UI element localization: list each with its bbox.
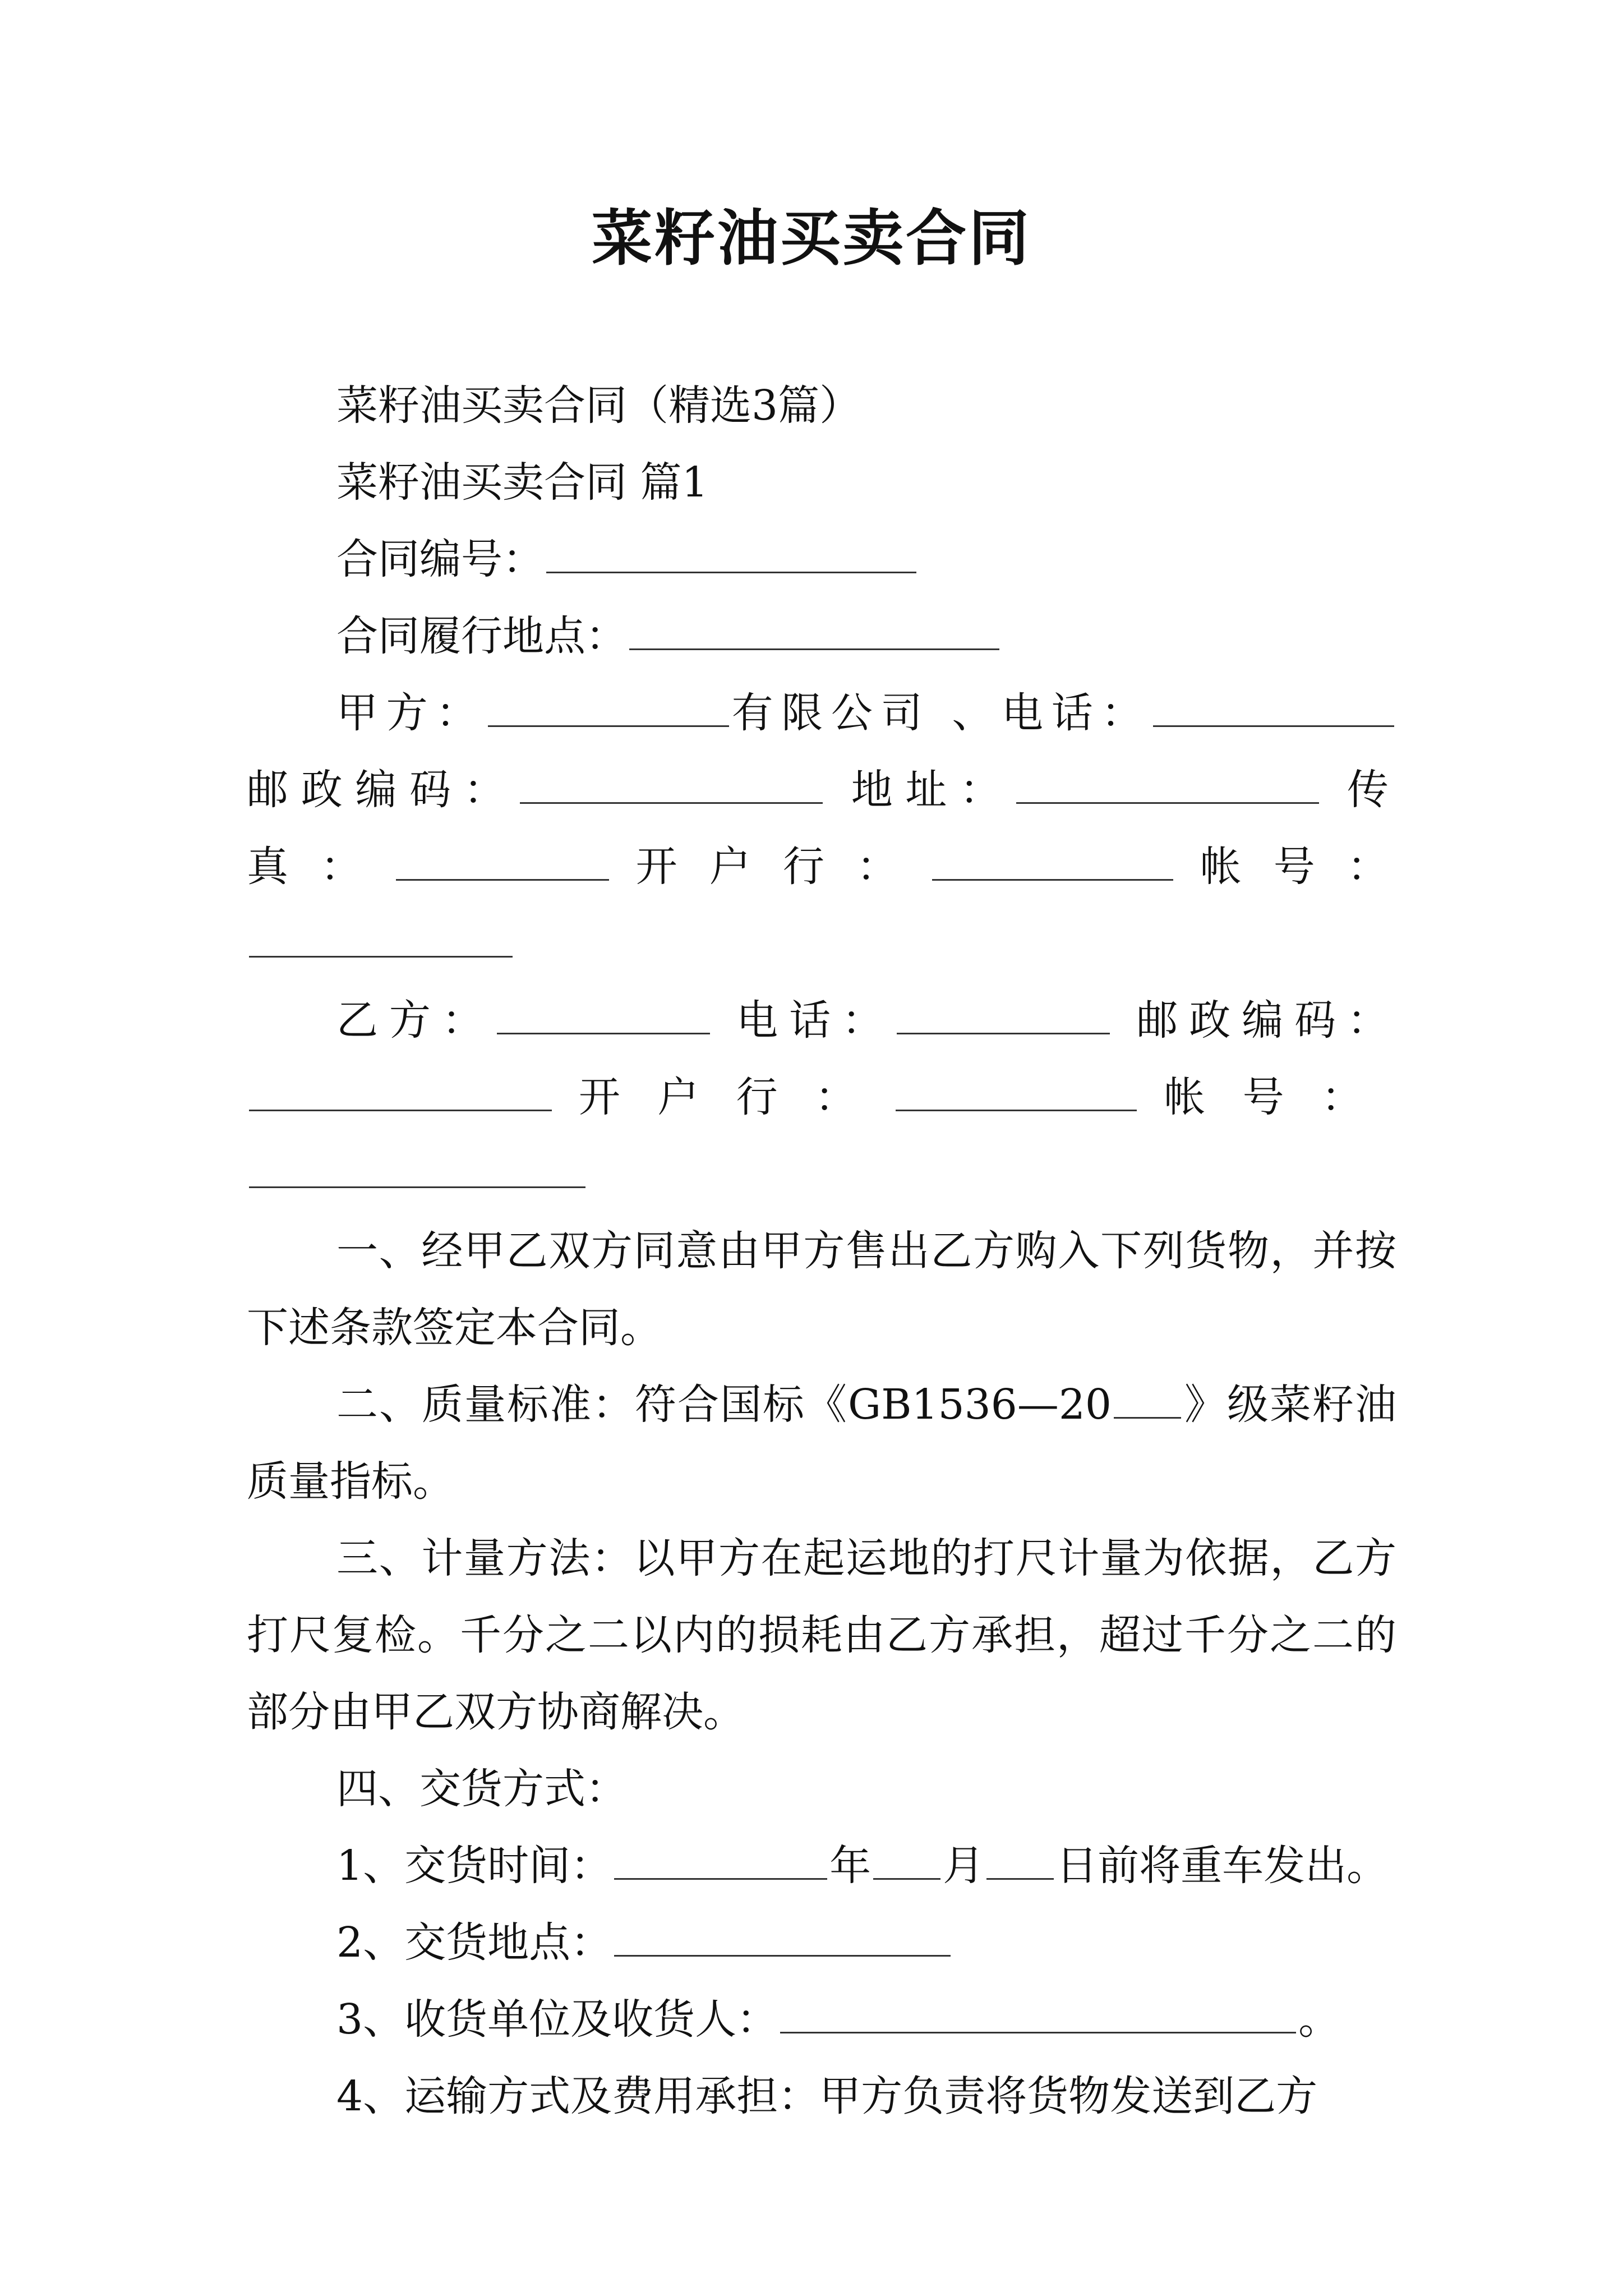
party-a-bank-blank <box>932 845 1173 881</box>
delivery-month-label: 月 <box>943 1842 985 1890</box>
clause-4-3-label: 3、收货单位及收货人： <box>336 1995 778 2044</box>
clause-1: 一、经甲乙双方同意由甲方售出乙方购入下列货物，并按下述条款签定本合同。 <box>247 1227 1396 1352</box>
party-a-company-suffix: 有限公司 、电话： <box>731 689 1151 737</box>
document-subtitle <box>247 367 1396 444</box>
clause-4-3-end: 。 <box>1298 1995 1340 2044</box>
subtitle-text: 菜籽油买卖合同（精选3篇） <box>336 381 861 430</box>
party-a-postal-blank <box>520 769 823 804</box>
party-b-account-label: 帐号： <box>1164 1073 1396 1121</box>
party-a-account-label: 帐号： <box>1175 843 1397 891</box>
delivery-year-blank <box>614 1844 827 1880</box>
clause-4-3 <box>247 1981 1396 2058</box>
delivery-day-blank <box>986 1844 1054 1880</box>
contract-place-label: 合同履行地点： <box>336 612 627 660</box>
party-b-label: 乙方： <box>336 996 495 1045</box>
party-b-postal-blank <box>249 1076 552 1111</box>
party-b-phone-label: 电话： <box>736 996 895 1045</box>
party-a-postal-label: 邮政编码： <box>247 766 518 814</box>
party-b-bank-blank <box>896 1076 1137 1111</box>
clause-3: 三、计量方法：以甲方在起运地的打尺计量为依据，乙方打尺复检。千分之二以内的损耗由乙方承担，超过千分之二的部分由甲乙双方协商解决。 <box>247 1534 1396 1736</box>
party-b-name-blank <box>497 999 710 1034</box>
party-a-account-blank <box>249 922 513 958</box>
party-a-bank-label: 开户行： <box>611 843 930 891</box>
party-b-paragraph <box>247 982 1396 1213</box>
receiver-blank <box>780 1998 1296 2033</box>
party-b-phone-blank <box>897 999 1110 1034</box>
section-heading <box>247 444 1396 521</box>
party-a-fax-label: 传真： <box>247 766 1396 891</box>
document-body <box>247 367 1396 2135</box>
clause-4-1-prefix: 1、交货时间： <box>336 1842 612 1890</box>
clause-4-1-suffix: 日前将重车发出。 <box>1056 1842 1389 1890</box>
section-heading-text: 菜籽油买卖合同 篇1 <box>336 458 708 507</box>
clause-4-1 <box>247 1828 1396 1904</box>
contract-number-line <box>247 521 1396 598</box>
clause-2-prefix: 二、质量标准：符合国标《GB1536—20 <box>336 1381 1112 1429</box>
party-a-address-label: 地址： <box>851 766 1014 814</box>
party-a-phone-blank <box>1153 692 1394 727</box>
delivery-month-blank <box>873 1844 940 1880</box>
party-b-bank-label: 开户行： <box>578 1073 894 1121</box>
party-a-fax-blank <box>396 845 609 881</box>
contract-place-line <box>247 598 1396 675</box>
clause-4-2 <box>247 1904 1396 1981</box>
party-a-paragraph <box>247 675 1396 982</box>
delivery-year-label: 年 <box>829 1842 872 1890</box>
clause-2 <box>247 1366 1396 1520</box>
contract-number-label: 合同编号： <box>336 535 544 583</box>
clause-4-4: 4、运输方式及费用承担：甲方负责将货物发送到乙方 <box>336 2072 1318 2120</box>
party-a-address-blank <box>1016 769 1319 804</box>
party-a-company-blank <box>488 692 729 727</box>
document-title: 菜籽油买卖合同 <box>591 203 1031 274</box>
clause-2-suffix: 》级菜籽油质量指标。 <box>247 1381 1397 1506</box>
party-b-account-blank <box>249 1153 585 1188</box>
delivery-place-blank <box>614 1921 951 1957</box>
clause-4: 四、交货方式： <box>336 1765 627 1813</box>
clause-2-year-blank <box>1114 1383 1181 1419</box>
clause-4-2-label: 2、交货地点： <box>336 1918 612 1967</box>
contract-number-blank <box>546 538 916 573</box>
party-a-label: 甲方： <box>336 689 486 737</box>
contract-place-blank <box>629 615 999 650</box>
party-b-postal-label: 邮政编码： <box>1136 996 1396 1045</box>
